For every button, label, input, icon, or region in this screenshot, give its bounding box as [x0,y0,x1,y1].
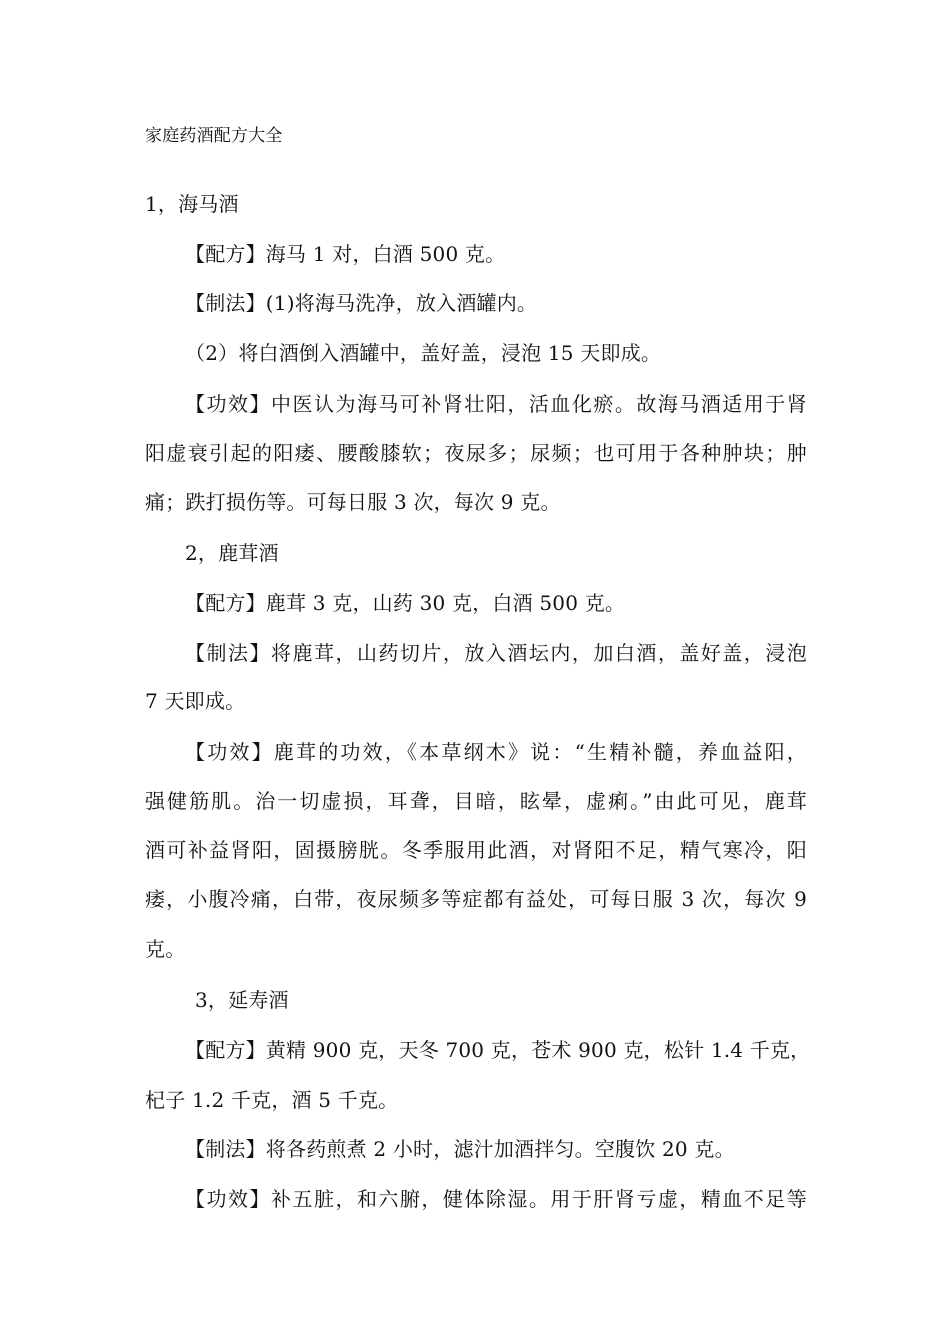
section-1-heading: 1，海马酒 [145,192,239,216]
section-1-effect-line-2: 阳虚衰引起的阳痿、腰酸膝软；夜尿多；尿频；也可用于各种肿块；肿 [145,441,807,465]
section-2-method-line-1: 【制法】将鹿茸，山药切片，放入酒坛内，加白酒，盖好盖，浸泡 [185,641,807,665]
section-1-effect-line-3: 痛；跌打损伤等。可每日服 3 次，每次 9 克。 [145,490,561,514]
section-3-method: 【制法】将各药煎煮 2 小时，滤汁加酒拌匀。空腹饮 20 克。 [185,1137,735,1161]
section-2-effect-line-3: 酒可补益肾阳，固摄膀胱。冬季服用此酒，对肾阳不足，精气寒冷，阳 [145,838,807,862]
section-1-method-step-1: 【制法】(1)将海马洗净，放入酒罐内。 [185,291,538,315]
section-3-formula-line-1: 【配方】黄精 900 克，天冬 700 克，苍术 900 克，松针 1.4 千克， [185,1038,811,1062]
section-2-effect-line-2: 强健筋肌。治一切虚损，耳聋，目暗，眩晕，虚痢。”由此可见，鹿茸 [145,789,807,813]
section-3-effect-line-1: 【功效】补五脏，和六腑，健体除湿。用于肝肾亏虚，精血不足等 [185,1187,807,1211]
section-2-method-line-2: 7 天即成。 [145,689,246,713]
section-2-effect-line-5: 克。 [145,937,186,961]
section-3-formula-line-2: 杞子 1.2 千克，酒 5 千克。 [145,1088,399,1112]
section-1-method-step-2: （2）将白酒倒入酒罐中，盖好盖，浸泡 15 天即成。 [185,341,662,365]
section-2-effect-line-4: 痿，小腹冷痛，白带，夜尿频多等症都有益处，可每日服 3 次，每次 9 [145,887,807,911]
section-2-heading: 2，鹿茸酒 [185,541,279,565]
document-title: 家庭药酒配方大全 [145,126,283,146]
section-1-formula: 【配方】海马 1 对，白酒 500 克。 [185,242,506,266]
section-1-effect-line-1: 【功效】中医认为海马可补肾壮阳，活血化瘀。故海马酒适用于肾 [185,392,807,416]
section-3-heading: 3，延寿酒 [195,988,289,1012]
section-2-formula: 【配方】鹿茸 3 克，山药 30 克，白酒 500 克。 [185,591,626,615]
section-2-effect-line-1: 【功效】鹿茸的功效，《本草纲木》说：“生精补髓，养血益阳， [185,740,807,764]
